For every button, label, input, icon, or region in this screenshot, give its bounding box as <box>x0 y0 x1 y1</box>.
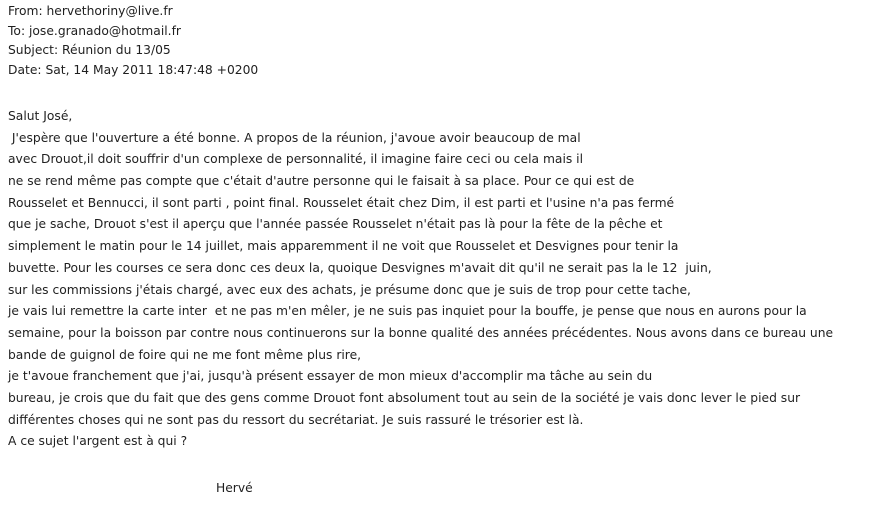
to-line: To: jose.granado@hotmail.fr <box>8 23 181 38</box>
body-line: bande de guignol de foire qui ne me font même plus rire, <box>8 347 362 362</box>
from-line: From: hervethoriny@live.fr <box>8 4 173 18</box>
body-line: A ce sujet l'argent est à qui ? <box>8 434 188 449</box>
email-body <box>8 106 882 453</box>
body-line: Salut José, <box>8 109 73 123</box>
body-line: je vais lui remettre la carte inter et ne pas m'en mêler, je ne suis pas inquiet pour la bouffe, je pense que nous en aurons pour la <box>8 304 807 319</box>
signature: Hervé <box>216 481 253 495</box>
body-line: buvette. Pour les courses ce sera donc ces deux la, quoique Desvignes m'avait dit qu'il ne serait pas la le 12 juin, <box>8 260 712 275</box>
date-line: Date: Sat, 14 May 2011 18:47:48 +0200 <box>8 62 259 77</box>
body-line: sur les commissions j'étais chargé, avec eux des achats, je présume donc que je suis de trop pour cette tache, <box>8 282 691 297</box>
body-line: bureau, je crois que du fait que des gens comme Drouot font absolument tout au sein de la société je vais donc lever le pied sur <box>8 390 801 405</box>
body-line: que je sache, Drouot s'est il aperçu que l'année passée Rousselet n'était pas là pour la fête de la pêche et <box>8 217 663 232</box>
body-line: je t'avoue franchement que j'ai, jusqu'à présent essayer de mon mieux d'accomplir ma tâche au sein du <box>8 369 653 384</box>
body-line: différentes choses qui ne sont pas du ressort du secrétariat. Je suis rassuré le trésorier est là. <box>8 412 584 427</box>
body-line: ne se rend même pas compte que c'était d'autre personne qui le faisait à sa place. Pour ce qui est de <box>8 174 635 189</box>
subject-line: Subject: Réunion du 13/05 <box>8 43 171 57</box>
body-line: avec Drouot,il doit souffrir d'un complexe de personnalité, il imagine faire ceci ou cela mais il <box>8 152 584 167</box>
body-line: Rousselet et Bennucci, il sont parti , point final. Rousselet était chez Dim, il est parti et l'usine n'a pas fermé <box>8 195 675 210</box>
body-line: semaine, pour la boisson par contre nous continuerons sur la bonne qualité des années précédentes. Nous avons dans ce bureau une <box>8 325 834 340</box>
body-line: J'espère que l'ouverture a été bonne. A propos de la réunion, j'avoue avoir beaucoup de mal <box>8 130 581 145</box>
email-header <box>8 2 258 80</box>
body-line: simplement le matin pour le 14 juillet, mais apparemment il ne voit que Rousselet et Desvignes pour tenir la <box>8 239 679 254</box>
